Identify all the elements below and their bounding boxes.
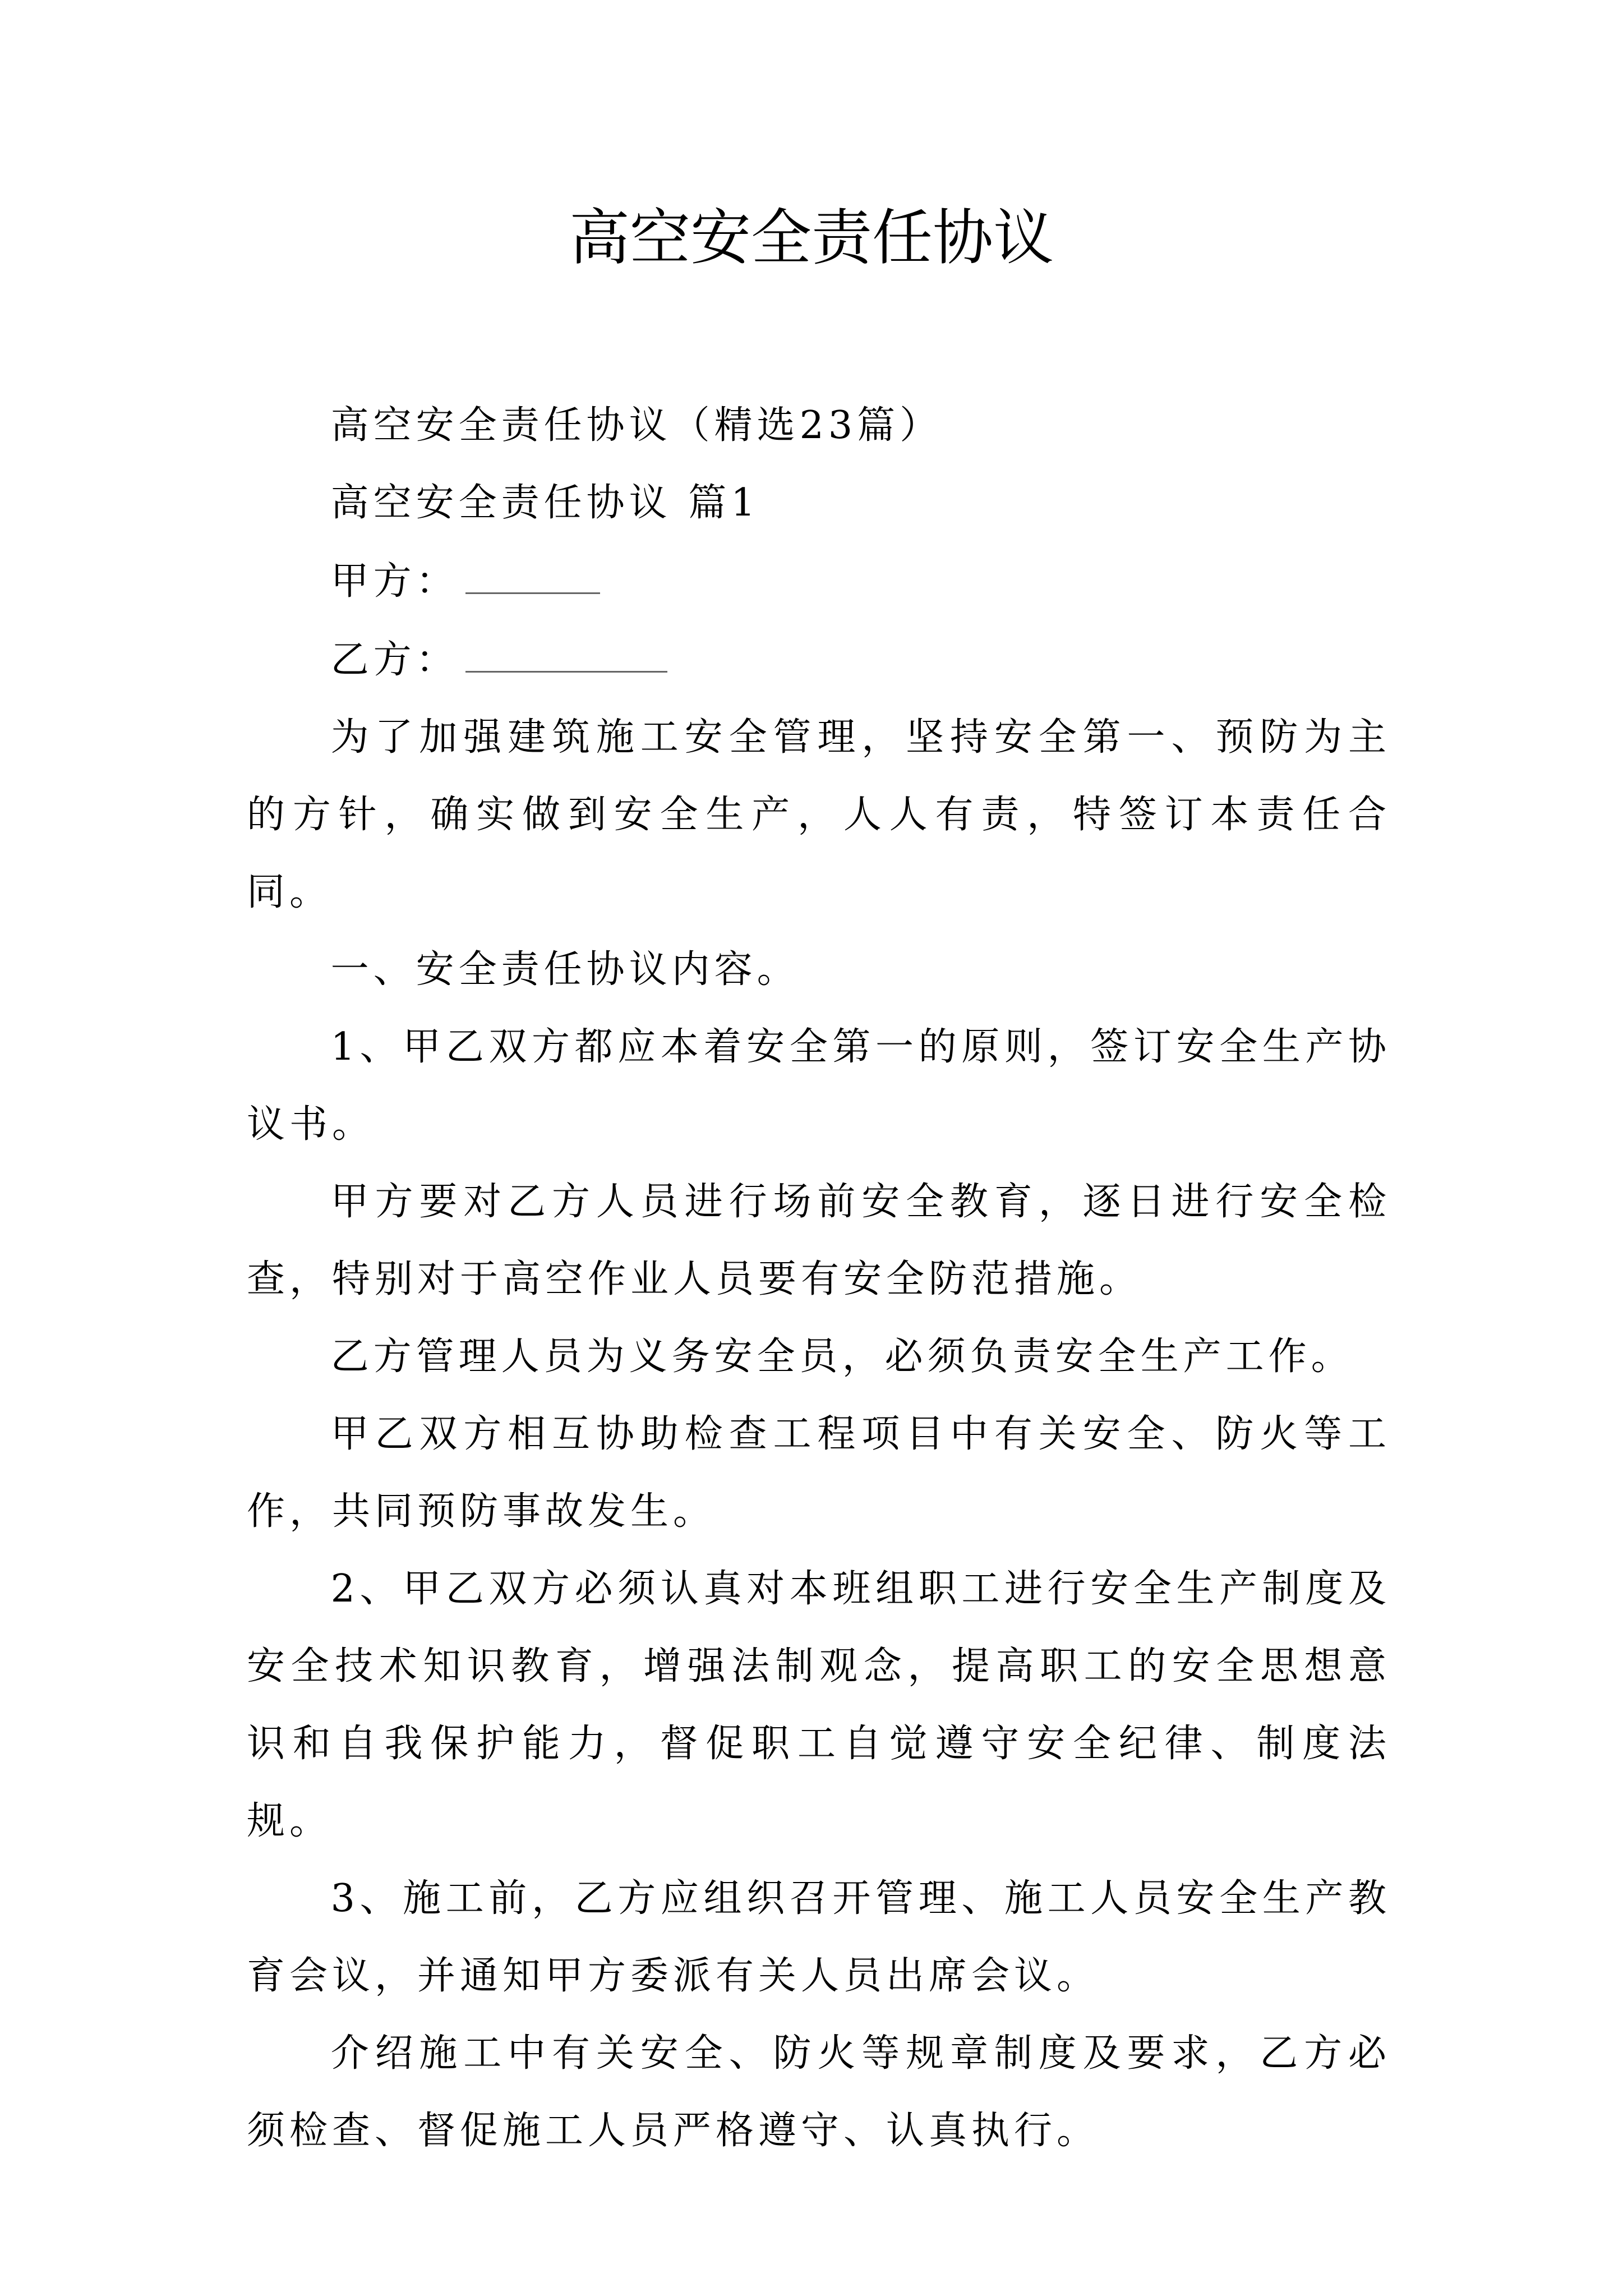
paragraph: 1、甲乙双方都应本着安全第一的原则，签订安全生产协议书。: [247, 1025, 1391, 1147]
paragraph: 甲乙双方相互协助检查工程项目中有关安全、防火等工作，共同预防事故发生。: [247, 1412, 1391, 1534]
party-a-line: [247, 542, 1391, 620]
paragraph: 为了加强建筑施工安全管理，坚持安全第一、预防为主的方针，确实做到安全生产，人人有责，特签订本责任合同。: [247, 715, 1391, 914]
document-body: [247, 387, 1391, 2170]
document-title: 高空安全责任协议: [569, 203, 1054, 273]
paragraph: 3、施工前，乙方应组织召开管理、施工人员安全生产教育会议，并通知甲方委派有关人员出席会议。: [247, 1876, 1391, 1998]
section-heading: 高空安全责任协议 篇1: [330, 481, 760, 525]
paragraph: 一、安全责任协议内容。: [330, 947, 800, 992]
paragraph: 甲方要对乙方人员进行场前安全教育，逐日进行安全检查，特别对于高空作业人员要有安全防范措施。: [247, 1180, 1391, 1301]
paragraph: 2、甲乙双方必须认真对本班组职工进行安全生产制度及安全技术知识教育，增强法制观念，提高职工的安全思想意识和自我保护能力，督促职工自觉遵守安全纪律、制度法规。: [247, 1567, 1391, 1843]
party-a-label: 甲方：: [330, 559, 459, 604]
paragraph: 介绍施工中有关安全、防火等规章制度及要求，乙方必须检查、督促施工人员严格遵守、认真执行。: [247, 2031, 1391, 2153]
paragraph: 乙方管理人员为义务安全员，必须负责安全生产工作。: [330, 1335, 1354, 1379]
document-subtitle: 高空安全责任协议（精选23篇）: [330, 403, 943, 448]
party-b-label: 乙方：: [330, 638, 459, 682]
party-b-line: [247, 620, 1391, 699]
party-b-blank: [465, 620, 667, 673]
party-a-blank: [465, 542, 600, 594]
